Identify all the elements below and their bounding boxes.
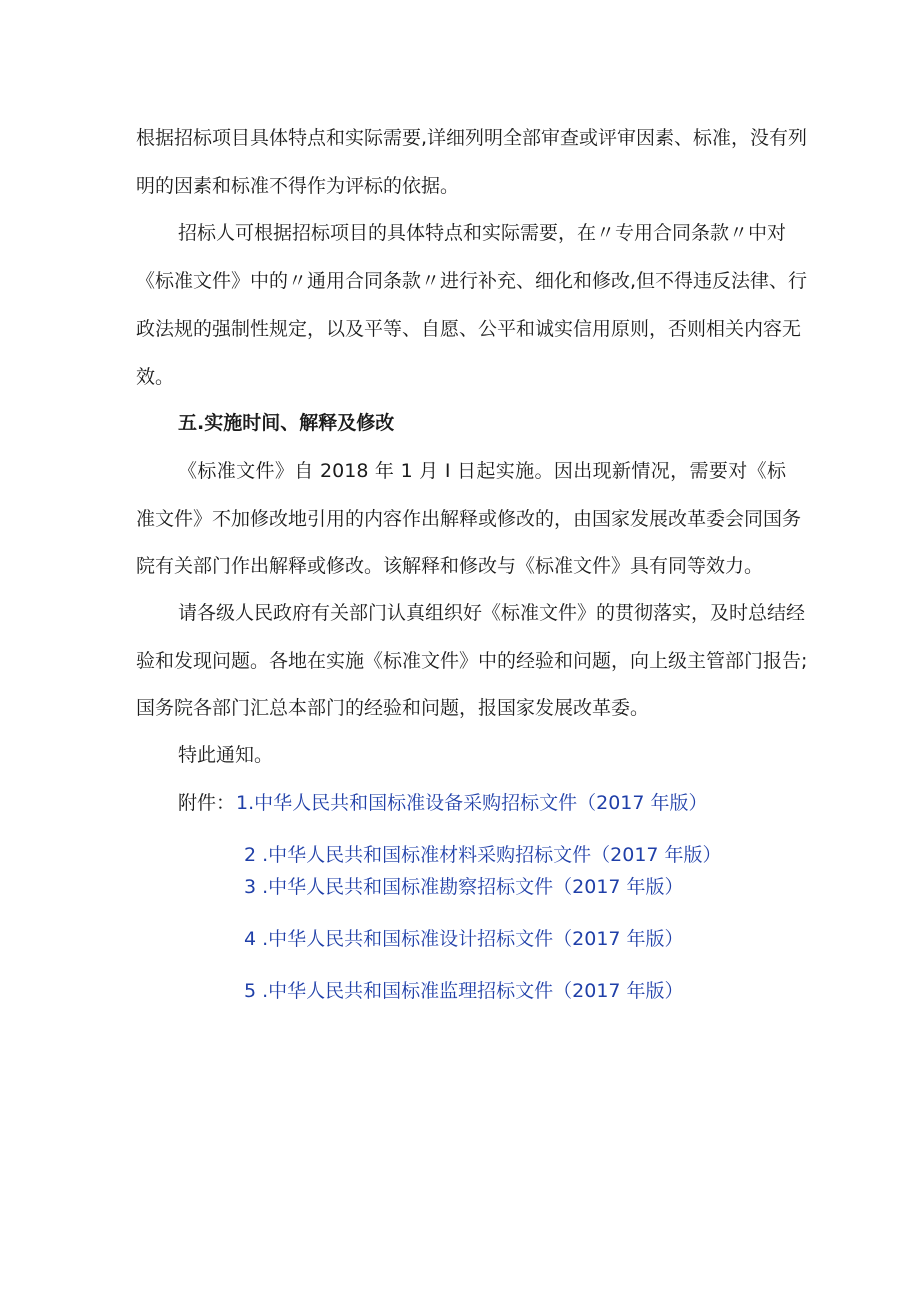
paragraph-4-line-3: 国务院各部门汇总本部门的经验和问题，报国家发展改革委。 (136, 697, 650, 719)
paragraph-2-line-1: 招标人可根据招标项目的具体特点和实际需要，在〃专用合同条款〃中对 (178, 222, 787, 244)
paragraph-1-line-2: 明的因素和标准不得作为评标的依据。 (136, 175, 460, 197)
attachments-label: 附件： (178, 792, 236, 814)
attachment-link-5[interactable]: 5 .中华人民共和国标准监理招标文件（2017 年版） (244, 980, 684, 1002)
attachment-link-3[interactable]: 3 .中华人民共和国标准勘察招标文件（2017 年版） (244, 876, 684, 898)
attachment-link-2[interactable]: 2 .中华人民共和国标准材料采购招标文件（2017 年版） (244, 844, 722, 866)
paragraph-2-line-4: 效。 (136, 366, 175, 388)
section-heading-5: 五.实施时间、解释及修改 (178, 412, 395, 434)
attachment-link-1[interactable]: 1.中华人民共和国标准设备采购招标文件（2017 年版） (236, 792, 708, 814)
paragraph-4-line-1: 请各级人民政府有关部门认真组织好《标准文件》的贯彻落实，及时总结经 (178, 602, 806, 624)
attachment-link-4[interactable]: 4 .中华人民共和国标准设计招标文件（2017 年版） (244, 928, 684, 950)
paragraph-4-line-2: 验和发现问题。各地在实施《标准文件》中的经验和问题，向上级主管部门报告; (136, 650, 808, 672)
paragraph-3-line-3: 院有关部门作出解释或修改。该解释和修改与《标准文件》具有同等效力。 (136, 555, 764, 577)
paragraph-1-line-1: 根据招标项目具体特点和实际需要,详细列明全部审查或评审因素、标准，没有列 (136, 127, 808, 149)
paragraph-3-line-1: 《标准文件》自 2018 年 1 月 I 日起实施。因出现新情况，需要对《标 (178, 460, 786, 482)
paragraph-2-line-2: 《标准文件》中的〃通用合同条款〃进行补充、细化和修改,但不得违反法律、行 (136, 270, 808, 292)
notice-text: 特此通知。 (178, 744, 274, 766)
paragraph-3-line-2: 准文件》不加修改地引用的内容作出解释或修改的，由国家发展改革委会同国务 (136, 508, 802, 530)
paragraph-2-line-3: 政法规的强制性规定，以及平等、自愿、公平和诚实信用原则，否则相关内容无 (136, 318, 802, 340)
